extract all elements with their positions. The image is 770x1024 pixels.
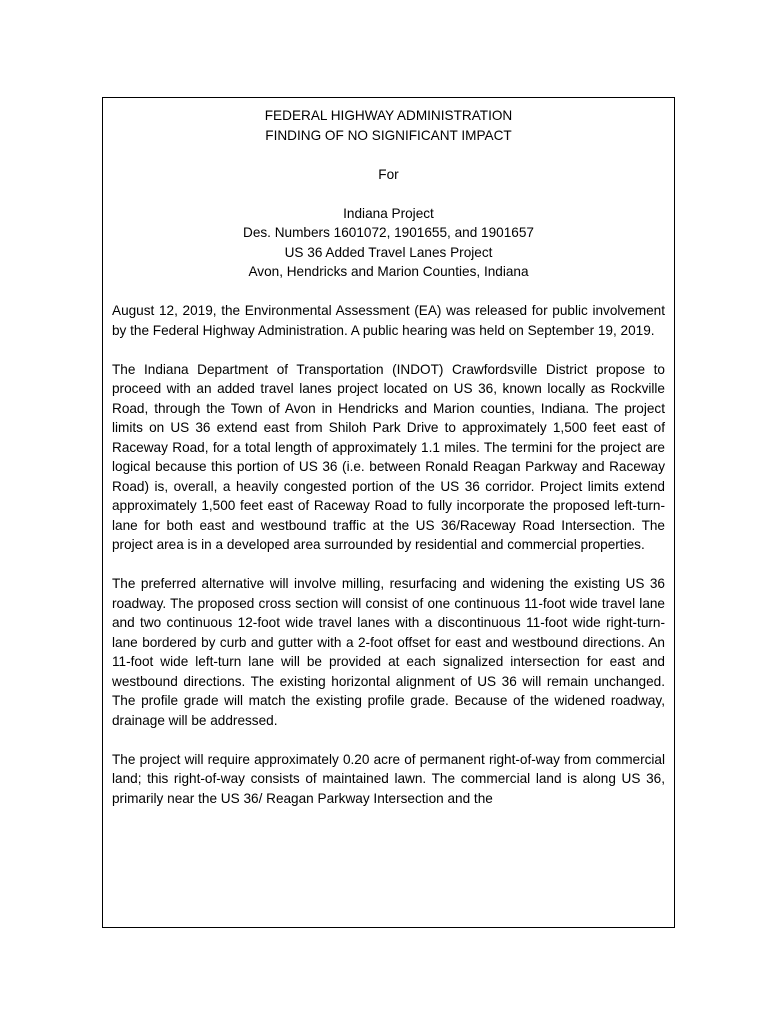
project-location: Avon, Hendricks and Marion Counties, Indiana — [248, 264, 529, 279]
paragraph-project-description: The Indiana Department of Transportation (INDOT) Crawfordsville District propose to proceed with an added travel lanes project located on US 36, known locally as Rockville Road, through the Town of Avon in Hendricks and Marion counties, Indiana. The project limits on US 36 extend east from Shiloh Park Drive to approximately 1,500 feet east of Raceway Road, for a total length of approximately 1.1 miles. The termini for the project are logical because this portion of US 36 (i.e. between Ronald Reagan Parkway and Raceway Road) is, overall, a heavily congested portion of the US 36 corridor. Project limits extend approximately 1,500 feet east of Raceway Road to fully incorporate the proposed left-turn-lane for both east and westbound traffic at the US 36/Raceway Road Intersection. The project area is in a developed area surrounded by residential and commercial properties. — [112, 361, 665, 552]
finding-title: FINDING OF NO SIGNIFICANT IMPACT — [265, 127, 512, 143]
paragraph-preferred-alternative: The preferred alternative will involve milling, resurfacing and widening the existing US 36 roadway. The proposed cross section will consist of one continuous 11-foot wide travel lane and two continuous 12-foot wide travel lanes with a discontinuous 11-foot wide right-turn-lane bordered by curb and gutter with a 2-foot offset for east and westbound directions. An 11-foot wide left-turn lane will be provided at each signalized intersection for east and westbound directions. The existing horizontal alignment of US 36 will remain unchanged. The profile grade will match the existing profile grade. Because of the widened roadway, drainage will be addressed. — [112, 576, 665, 728]
project-label: Indiana Project — [343, 205, 434, 221]
document-page — [102, 97, 675, 928]
document-header — [112, 106, 665, 282]
des-numbers: Des. Numbers 1601072, 1901655, and 1901657 — [243, 225, 534, 240]
paragraph-ea-release: August 12, 2019, the Environmental Assessment (EA) was released for public involvement by the Federal Highway Administration. A public hearing was held on September 19, 2019. — [112, 303, 665, 338]
paragraph-right-of-way: The project will require approximately 0.20 acre of permanent right-of-way from commercial land; this right-of-way consists of maintained lawn. The commercial land is along US 36, primarily near the US 36/ Reagan Parkway Intersection and the — [112, 751, 665, 806]
for-label: For — [378, 166, 399, 182]
project-name: US 36 Added Travel Lanes Project — [284, 244, 493, 260]
agency-title: FEDERAL HIGHWAY ADMINISTRATION — [264, 108, 513, 123]
